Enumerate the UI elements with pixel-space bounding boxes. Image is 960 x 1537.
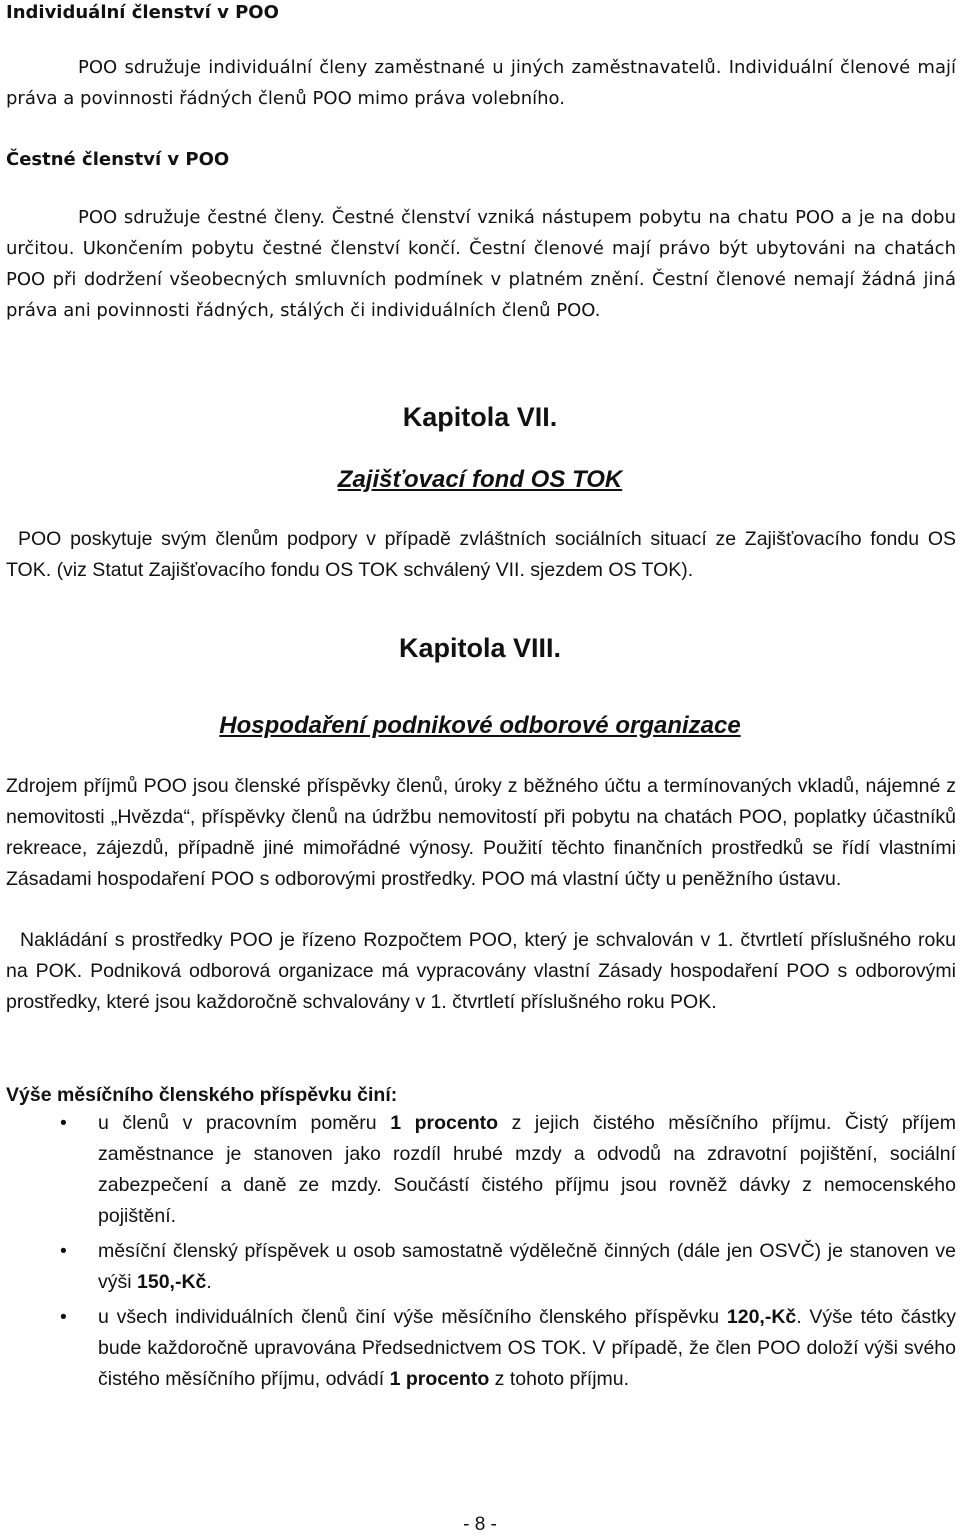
chapter-viii-title: Kapitola VIII. bbox=[398, 633, 562, 663]
bullet-icon: • bbox=[60, 1240, 67, 1262]
fee-amount-individual: 120,-Kč bbox=[726, 1306, 797, 1328]
chapter-viii-subtitle: Hospodaření podnikové odborové organizace bbox=[219, 712, 741, 739]
paragraph-honorary-membership: POO sdružuje čestné členy. Čestné členství vzniká nástupem pobytu na chatu POO a je na dobu určitou. Ukončením pobytu čestné členství končí. Čestní členové mají právo být ubytováni na chatách POO při dodržení všeobecných smluvních podmínek v platném znění. Čestní členové nemají žádná jiná práva ani povinnosti řádných, stálých či individuálních členů POO. bbox=[6, 207, 956, 321]
fee-amount-self-employed: 150,-Kč bbox=[137, 1271, 207, 1293]
paragraph-individual-membership: POO sdružuje individuální členy zaměstnané u jiných zaměstnavatelů. Individuální členové mají práva a povinnosti řádných členů POO mimo práva volebního. bbox=[6, 57, 956, 109]
chapter-vii-subtitle: Zajišťovací fond OS TOK bbox=[337, 466, 623, 493]
bullet-icon: • bbox=[60, 1306, 67, 1328]
paragraph-budget: Nakládání s prostředky POO je řízeno Rozpočtem POO, který je schvalován v 1. čtvrtletí příslušného roku na POK. Podniková odborová organizace má vypracovány vlastní Zásady hospodaření POO s odborovými prostředky, které jsou každoročně schvalovány v 1. čtvrtletí příslušného roku POK. bbox=[6, 929, 956, 1013]
list-item: • měsíční členský příspěvek u osob samostatně výdělečně činných (dále jen OSVČ) je stanoven ve výši 150,-Kč. bbox=[98, 1236, 956, 1298]
membership-fee-list bbox=[0, 1108, 960, 1395]
section-heading-individual-membership: Individuální členství v POO bbox=[6, 2, 279, 23]
list-item: • u všech individuálních členů činí výše měsíčního členského příspěvku 120,-Kč. Výše této částky bude každoročně upravována Předsednictvem OS TOK. V případě, že člen POO doloží výši svého čistého měsíčního příjmu, odvádí 1 procento z tohoto příjmu. bbox=[98, 1302, 956, 1395]
paragraph-income-sources: Zdrojem příjmů POO jsou členské příspěvky členů, úroky z běžného účtu a termínovaných vkladů, nájemné z nemovitosti „Hvězda“, příspěvky členů na údržbu nemovitostí při pobytu na chatách POO, poplatky účastníků rekreace, zájezdů, případně jiné mimořádné výnosy. Použití těchto finančních prostředků se řídí vlastními Zásadami hospodaření POO s odborovými prostředky. POO má vlastní účty u peněžního ústavu. bbox=[6, 775, 956, 890]
paragraph-guarantee-fund: POO poskytuje svým členům podpory v případě zvláštních sociálních situací ze Zajišťovacího fondu OS TOK. (viz Statut Zajišťovacího fondu OS TOK schválený VII. sjezdem OS TOK). bbox=[6, 528, 956, 581]
list-item: • u členů v pracovním poměru 1 procento z jejich čistého měsíčního příjmu. Čistý příjem zaměstnance je stanoven jako rozdíl hrubé mzdy a odvodů na zdravotní pojištění, sociální zabezpečení a daně ze mzdy. Součástí čistého příjmu jsou rovněž dávky z nemocenského pojištění. bbox=[98, 1108, 956, 1232]
section-heading-honorary-membership: Čestné členství v POO bbox=[6, 149, 230, 170]
membership-fee-heading: Výše měsíčního členského příspěvku činí: bbox=[6, 1084, 398, 1106]
fee-percentage-individual: 1 procento bbox=[389, 1368, 490, 1390]
bullet-icon: • bbox=[60, 1112, 67, 1134]
chapter-vii-title: Kapitola VII. bbox=[402, 402, 558, 432]
fee-amount-employees: 1 procento bbox=[390, 1112, 499, 1134]
page-number: - 8 - bbox=[463, 1514, 497, 1535]
